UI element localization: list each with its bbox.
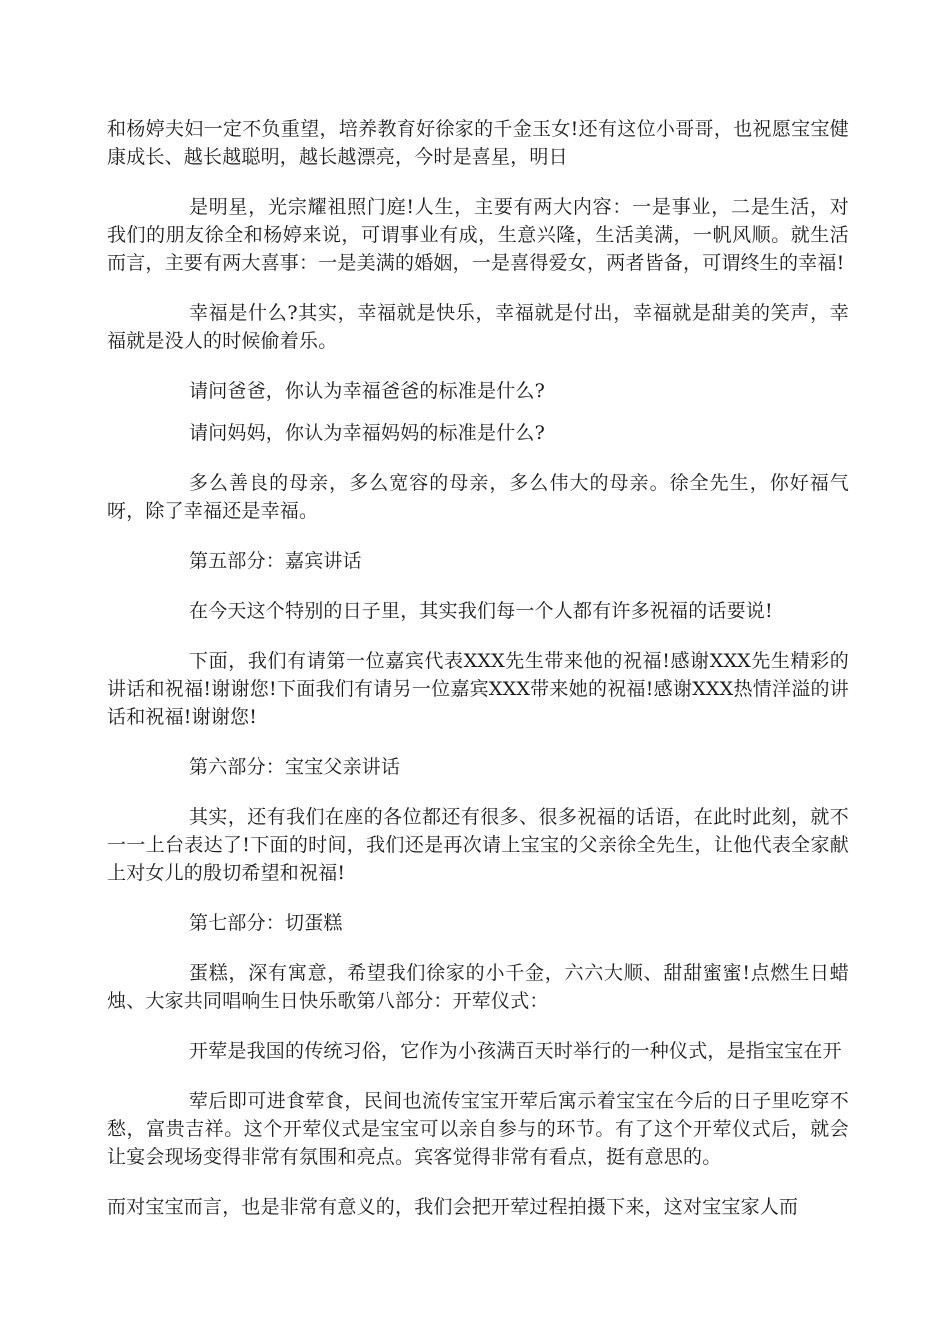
paragraph: 请问爸爸，你认为幸福爸爸的标准是什么? bbox=[189, 380, 545, 402]
paragraph: 下面，我们有请第一位嘉宾代表XXX先生带来他的祝福!感谢XXX先生精彩的讲话和祝福!谢谢您!下面我们有请另一位嘉宾XXX带来她的祝福!感谢XXX热情洋溢的讲话和祝福!谢谢您! bbox=[107, 650, 849, 728]
paragraph: 幸福是什么?其实，幸福就是快乐，幸福就是付出，幸福就是甜美的笑声，幸福就是没人的时候偷着乐。 bbox=[107, 302, 849, 352]
section-heading: 第六部分：宝宝父亲讲话 bbox=[189, 756, 401, 778]
paragraph: 和杨婷夫妇一定不负重望，培养教育好徐家的千金玉女!还有这位小哥哥，也祝愿宝宝健康成长、越长越聪明，越长越漂亮，今时是喜星，明日 bbox=[107, 118, 849, 168]
paragraph: 是明星，光宗耀祖照门庭!人生，主要有两大内容：一是事业，二是生活，对我们的朋友徐全和杨婷来说，可谓事业有成，生意兴隆，生活美满，一帆风顺。就生活而言，主要有两大喜事：一是美满的婚姻，一是喜得爱女，两者皆备，可谓终生的幸福! bbox=[107, 196, 849, 274]
paragraph: 请问妈妈，你认为幸福妈妈的标准是什么? bbox=[189, 422, 545, 444]
document-body bbox=[107, 115, 849, 1243]
section-heading: 第五部分：嘉宾讲话 bbox=[189, 550, 362, 572]
paragraph: 而对宝宝而言，也是非常有意义的，我们会把开荤过程拍摄下来，这对宝宝家人而 bbox=[107, 1196, 799, 1218]
paragraph: 蛋糕，深有寓意，希望我们徐家的小千金，六六大顺、甜甜蜜蜜!点燃生日蜡烛、大家共同唱响生日快乐歌第八部分：开荤仪式： bbox=[107, 962, 849, 1012]
paragraph: 其实，还有我们在座的各位都还有很多、很多祝福的话语，在此时此刻，就不一一上台表达了!下面的时间，我们还是再次请上宝宝的父亲徐全先生，让他代表全家献上对女儿的殷切希望和祝福! bbox=[107, 806, 849, 884]
paragraph: 开荤是我国的传统习俗，它作为小孩满百天时举行的一种仪式，是指宝宝在开 bbox=[189, 1040, 842, 1062]
paragraph: 荤后即可进食荤食，民间也流传宝宝开荤后寓示着宝宝在今后的日子里吃穿不愁，富贵吉祥。这个开荤仪式是宝宝可以亲自参与的环节。有了这个开荤仪式后，就会让宴会现场变得非常有氛围和亮点。宾客觉得非常有看点，挺有意思的。 bbox=[107, 1090, 849, 1168]
section-heading: 第七部分：切蛋糕 bbox=[189, 912, 343, 934]
paragraph: 多么善良的母亲，多么宽容的母亲，多么伟大的母亲。徐全先生，你好福气呀，除了幸福还是幸福。 bbox=[107, 472, 849, 522]
paragraph: 在今天这个特别的日子里，其实我们每一个人都有许多祝福的话要说! bbox=[189, 600, 773, 622]
